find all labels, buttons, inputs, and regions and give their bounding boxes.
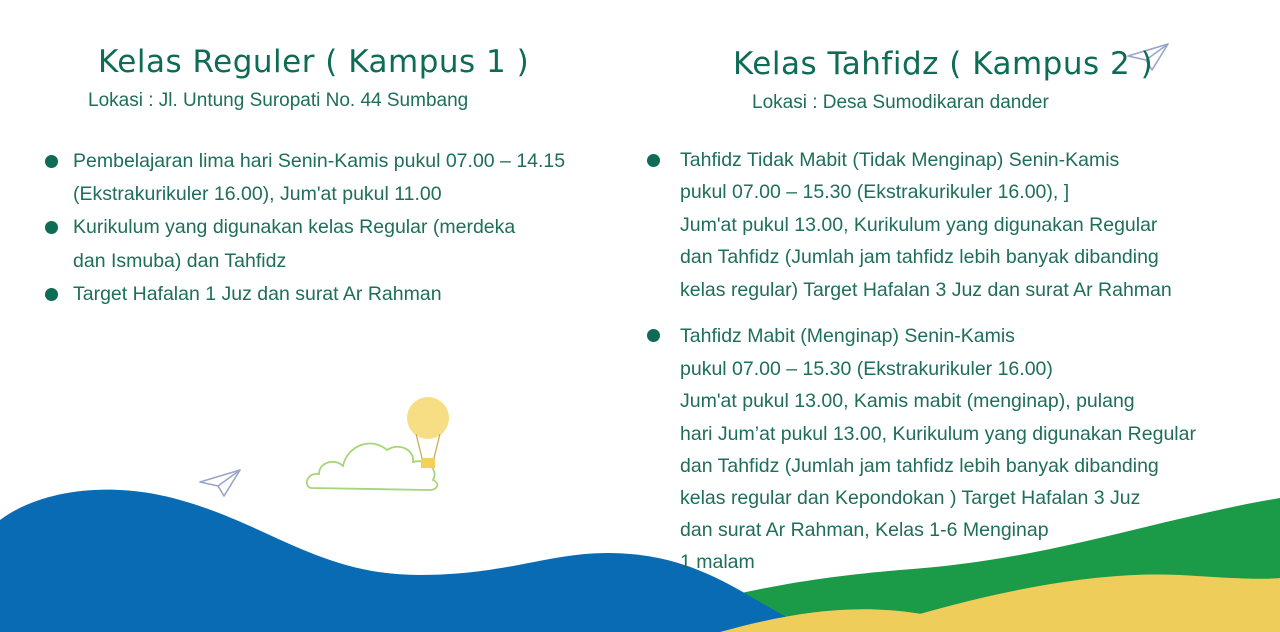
bullet-icon <box>647 329 660 342</box>
bullet-icon <box>45 288 58 301</box>
kampus-2-location: Lokasi : Desa Sumodikaran dander <box>752 92 1049 113</box>
list-item-line: pukul 07.00 – 15.30 (Ekstrakurikuler 16.00) <box>680 358 1053 380</box>
list-item-line: dan Ismuba) dan Tahfidz <box>73 250 287 272</box>
list-item-line: 1 malam <box>680 551 755 573</box>
kampus-1-title: Kelas Reguler ( Kampus 1 ) <box>98 44 530 80</box>
list-item-line: dan Tahfidz (Jumlah jam tahfidz lebih banyak dibanding <box>680 455 1159 477</box>
bullet-icon <box>45 221 58 234</box>
paper-plane-icon <box>198 468 242 500</box>
list-item-line: Tahfidz Tidak Mabit (Tidak Menginap) Senin-Kamis <box>680 149 1120 171</box>
list-item-line: kelas regular) Target Hafalan 3 Juz dan surat Ar Rahman <box>680 279 1172 301</box>
list-item-line: Kurikulum yang digunakan kelas Regular (merdeka <box>73 216 516 238</box>
list-item-line: dan Tahfidz (Jumlah jam tahfidz lebih banyak dibanding <box>680 246 1159 268</box>
list-item-line: Tahfidz Mabit (Menginap) Senin-Kamis <box>680 325 1015 347</box>
list-item-line: Pembelajaran lima hari Senin-Kamis pukul 07.00 – 14.15 <box>73 150 566 172</box>
list-item-line: Target Hafalan 1 Juz dan surat Ar Rahman <box>73 283 442 305</box>
list-item-line: kelas regular dan Kepondokan ) Target Hafalan 3 Juz <box>680 487 1141 509</box>
kampus-2-title: Kelas Tahfidz ( Kampus 2 ) <box>733 46 1154 82</box>
list-item-line: dan surat Ar Rahman, Kelas 1-6 Menginap <box>680 519 1049 541</box>
bullet-icon <box>647 154 660 167</box>
list-item-line: (Ekstrakurikuler 16.00), Jum'at pukul 11.00 <box>73 183 442 205</box>
kampus-1-location: Lokasi : Jl. Untung Suropati No. 44 Sumbang <box>88 90 469 111</box>
list-item-line: hari Jum’at pukul 13.00, Kurikulum yang digunakan Regular <box>680 423 1196 445</box>
list-item-line: pukul 07.00 – 15.30 (Ekstrakurikuler 16.00), ] <box>680 181 1070 203</box>
list-item-line: Jum'at pukul 13.00, Kurikulum yang digunakan Regular <box>680 214 1158 236</box>
list-item-line: Jum'at pukul 13.00, Kamis mabit (menginap), pulang <box>680 390 1135 412</box>
bullet-icon <box>45 155 58 168</box>
hot-air-balloon-icon <box>404 396 452 476</box>
